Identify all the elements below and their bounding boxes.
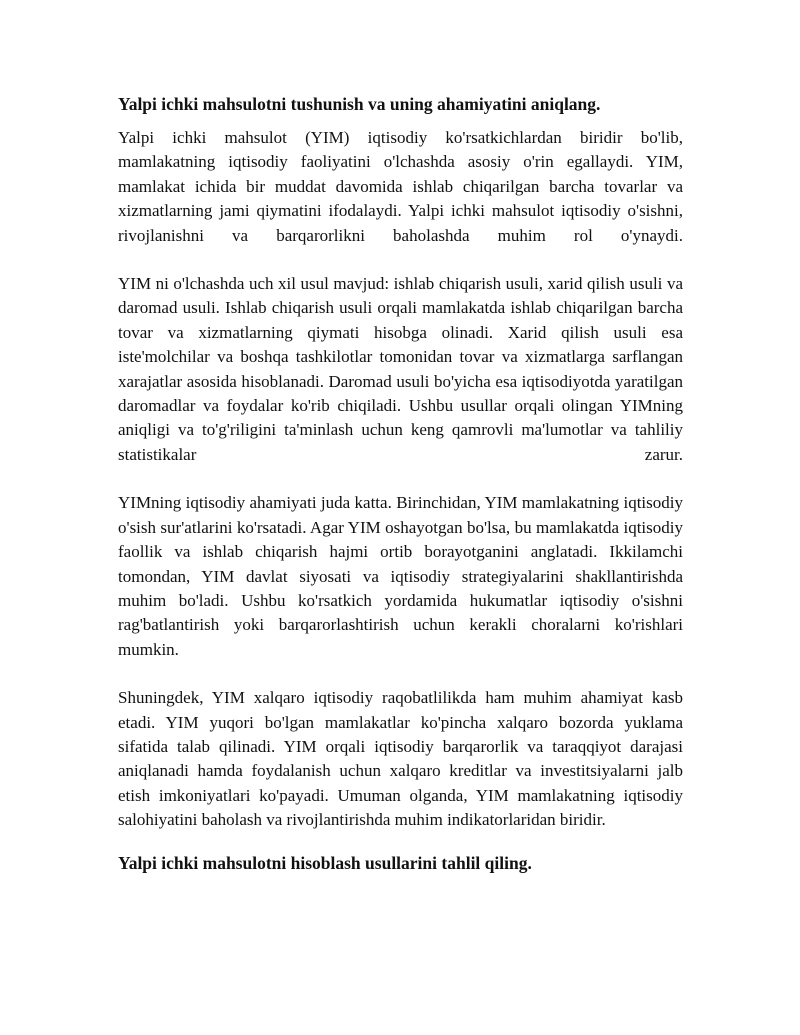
paragraph-gap	[118, 467, 683, 491]
document-body	[118, 92, 683, 885]
paragraph-4: Shuningdek, YIM xalqaro iqtisodiy raqobatlilikda ham muhim ahamiyat kasb etadi. YIM yuqori bo'lgan mamlakatlar ko'pincha xalqaro bozorda yuklama sifatida talab qilinadi. YIM orqali iqtisodiy barqarorlik va taraqqiyot darajasi aniqlanadi hamda foydalanish uchun xalqaro kreditlar va investitsiyalarni jalb etish imkoniyatlari ko'payadi. Umuman olganda, YIM mamlakatning iqtisodiy salohiyatini baholash va rivojlantirishda muhim indikatorlaridan biridir.	[118, 688, 683, 830]
section-heading: Yalpi ichki mahsulotni tushunish va uning ahamiyatini aniqlang.	[118, 94, 601, 114]
paragraph-gap	[118, 248, 683, 272]
paragraph-2: YIM ni o'lchashda uch xil usul mavjud: ishlab chiqarish usuli, xarid qilish usuli va daromad usuli. Ishlab chiqarish usuli orqali mamlakatda ishlab chiqarilgan barcha tovar va xizmatlarning qiymati hisobga olinadi. Xarid qilish usuli esa iste'molchilar va boshqa tashkilotlar tomonidan tovar va xizmatlarga sarflangan xarajatlar asosida hisoblanadi. Daromad usuli bo'yicha esa iqtisodiyotda yaratilgan daromadlar va foydalar ko'rib chiqiladi. Ushbu usullar orqali olingan YIMning aniqligi va to'g'riligini ta'minlash uchun keng qamrovli ma'lumotlar va tahliliy statistikalar zarur.	[118, 274, 683, 464]
paragraph-1: Yalpi ichki mahsulot (YIM) iqtisodiy ko'rsatkichlardan biridir bo'lib, mamlakatning iqtisodiy faoliyatini o'lchashda asosiy o'rin egallaydi. YIM, mamlakat ichida bir muddat davomida ishlab chiqarilgan barcha tovarlar va xizmatlarning jami qiymatini ifodalaydi. Yalpi ichki mahsulot iqtisodiy o'sishni, rivojlanishni va barqarorlikni baholashda muhim rol o'ynaydi.	[118, 128, 683, 245]
section-heading-2: Yalpi ichki mahsulotni hisoblash usullarini tahlil qiling.	[118, 852, 532, 873]
paragraph-gap	[118, 662, 683, 686]
paragraph-3: YIMning iqtisodiy ahamiyati juda katta. Birinchidan, YIM mamlakatning iqtisodiy o'sish sur'atlarini ko'rsatadi. Agar YIM oshayotgan bo'lsa, bu mamlakatda iqtisodiy faollik va ishlab chiqarish hajmi ortib borayotganini anglatadi. Ikkilamchi tomondan, YIM davlat siyosati va iqtisodiy strategiyalarini shakllantirishda muhim bo'ladi. Ushbu ko'rsatkich yordamida hukumatlar iqtisodiy o'sishni rag'batlantirish yoki barqarorlashtirish uchun kerakli choralarni ko'rishlari mumkin.	[118, 493, 683, 659]
